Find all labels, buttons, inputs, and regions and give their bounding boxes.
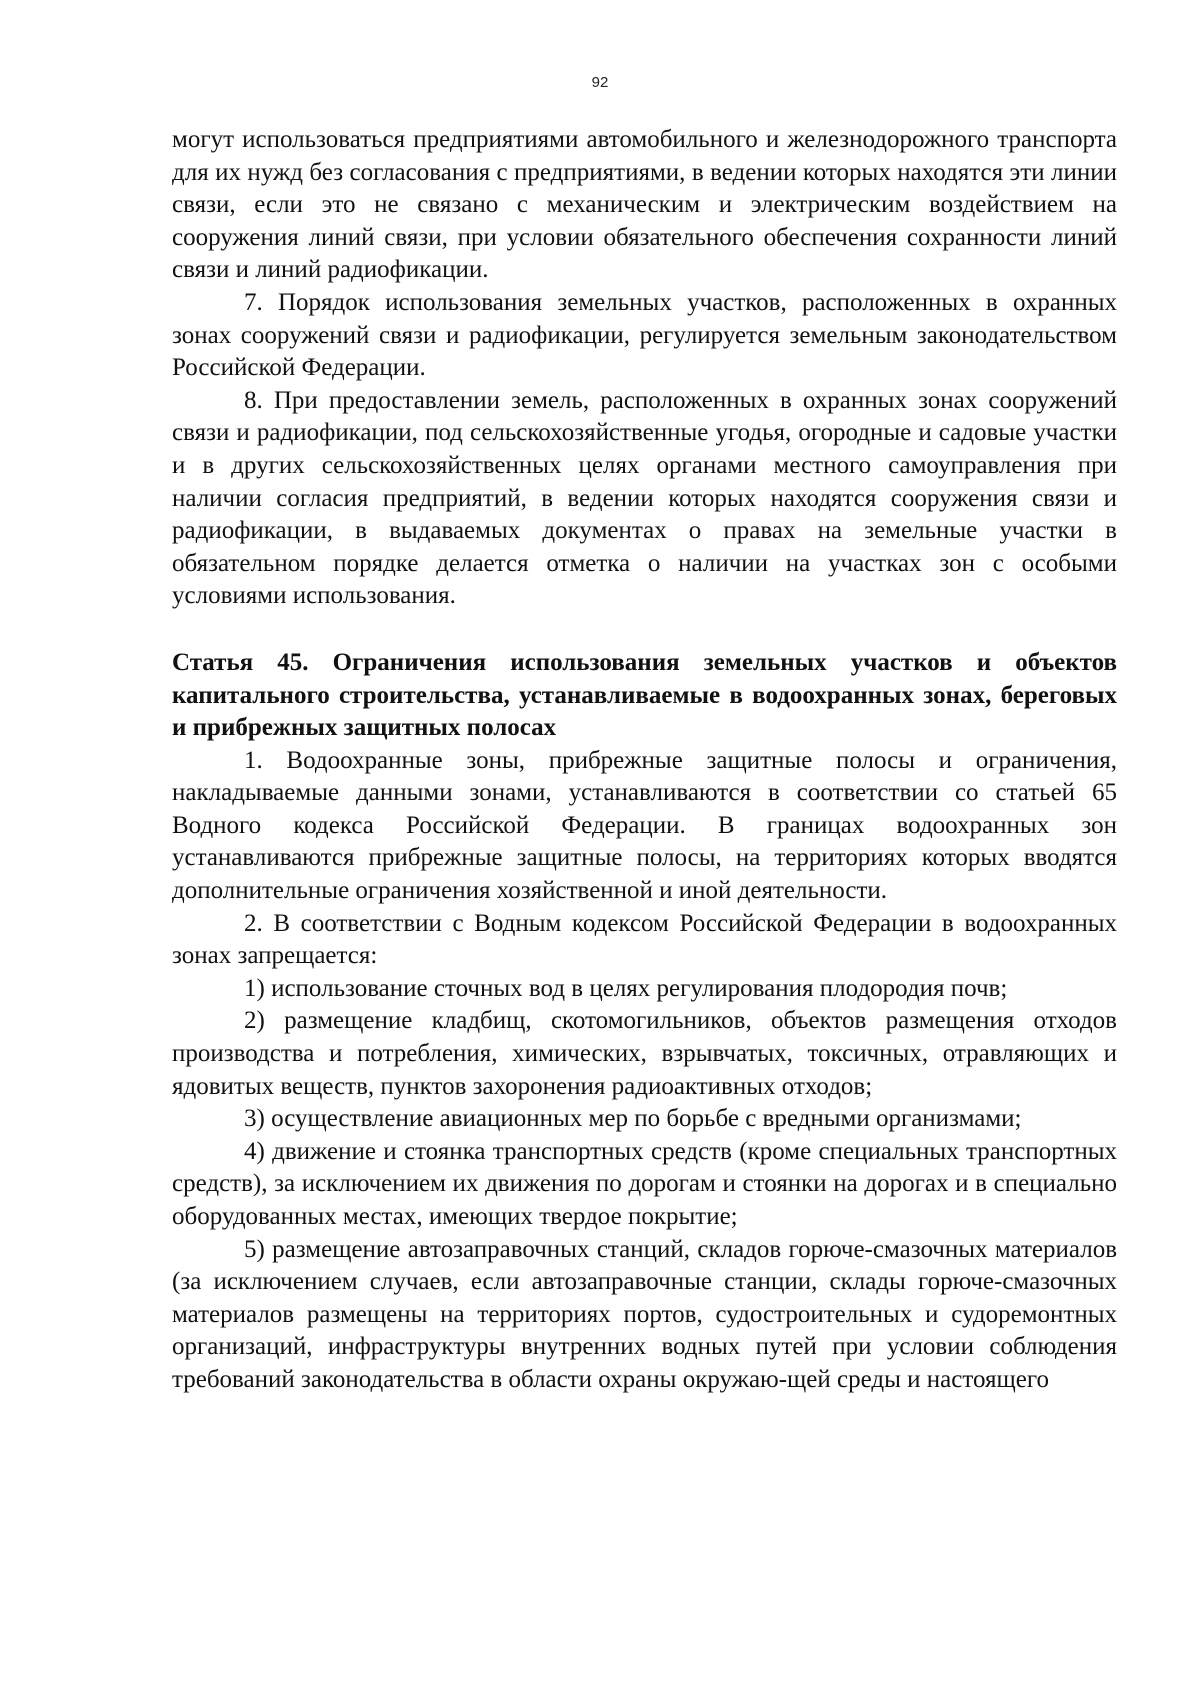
list-item-2: 2) размещение кладбищ, скотомогильников, объектов размещения отходов производства и потребления, химических, взрывчатых, токсичных, отравляющих и ядовитых веществ, пунктов захоронения радиоактивных отходов; [172, 1007, 1117, 1100]
list-item-3: 3) осуществление авиационных мер по борьбе с вредными организмами; [244, 1105, 1022, 1133]
article-heading: Статья 45. Ограничения использования земельных участков и объектов капитального строительства, устанавливаемые в водоохранных зонах, береговых и прибрежных защитных полосах [172, 648, 1117, 742]
list-item-4: 4) движение и стоянка транспортных средств (кроме специальных транспортных средств), за исключением их движения по дорогам и стоянки на дорогах и в специально оборудованных местах, имеющих твердое покрытие; [172, 1137, 1117, 1230]
paragraph-continuation: могут использоваться предприятиями автомобильного и железнодорожного транспорта для их нужд без согласования с предприятиями, в ведении которых находятся эти линии связи, если это не связано с механическим и электрическим воздействием на сооружения линий связи, при условии обязательного обеспечения сохранности линий связи и линий радиофикации. [172, 126, 1117, 284]
article-paragraph-1: 1. Водоохранные зоны, прибрежные защитные полосы и ограничения, накладываемые данными зонами, устанавливаются в соответствии со статьей 65 Водного кодекса Российской Федерации. В границах водоохранных зон устанавливаются прибрежные защитные полосы, на территориях которых вводятся дополнительные ограничения хозяйственной и иной деятельности. [172, 746, 1117, 905]
paragraph-item-8: 8. При предоставлении земель, расположенных в охранных зонах сооружений связи и радиофикации, под сельскохозяйственные угодья, огородные и садовые участки и в других сельскохозяйственных целях органами местного самоуправления при наличии согласия предприятий, в ведении которых находятся сооружения связи и радиофикации, в выдаваемых документах о правах на земельные участки в обязательном порядке делается отметка о наличии на участках зон с особыми условиями использования. [172, 386, 1117, 610]
page-number: 92 [591, 74, 609, 91]
section-gap [172, 613, 1117, 647]
article-paragraph-2: 2. В соответствии с Водным кодексом Российской Федерации в водоохранных зонах запрещается: [172, 909, 1117, 970]
list-item-1: 1) использование сточных вод в целях регулирования плодородия почв; [244, 974, 1008, 1002]
list-item-5: 5) размещение автозаправочных станций, складов горюче-смазочных материалов (за исключением случаев, если автозаправочные станции, склады горюче-смазочных материалов размещены на территориях портов, судостроительных и судоремонтных организаций, инфраструктуры внутренних водных путей при условии соблюдения требований законодательства в области охраны окружаю-щей среды и настоящего [172, 1235, 1117, 1393]
paragraph-item-7: 7. Порядок использования земельных участков, расположенных в охранных зонах сооружений связи и радиофикации, регулируется земельным законодательством Российской Федерации. [172, 288, 1117, 382]
page-content [172, 124, 1117, 1397]
